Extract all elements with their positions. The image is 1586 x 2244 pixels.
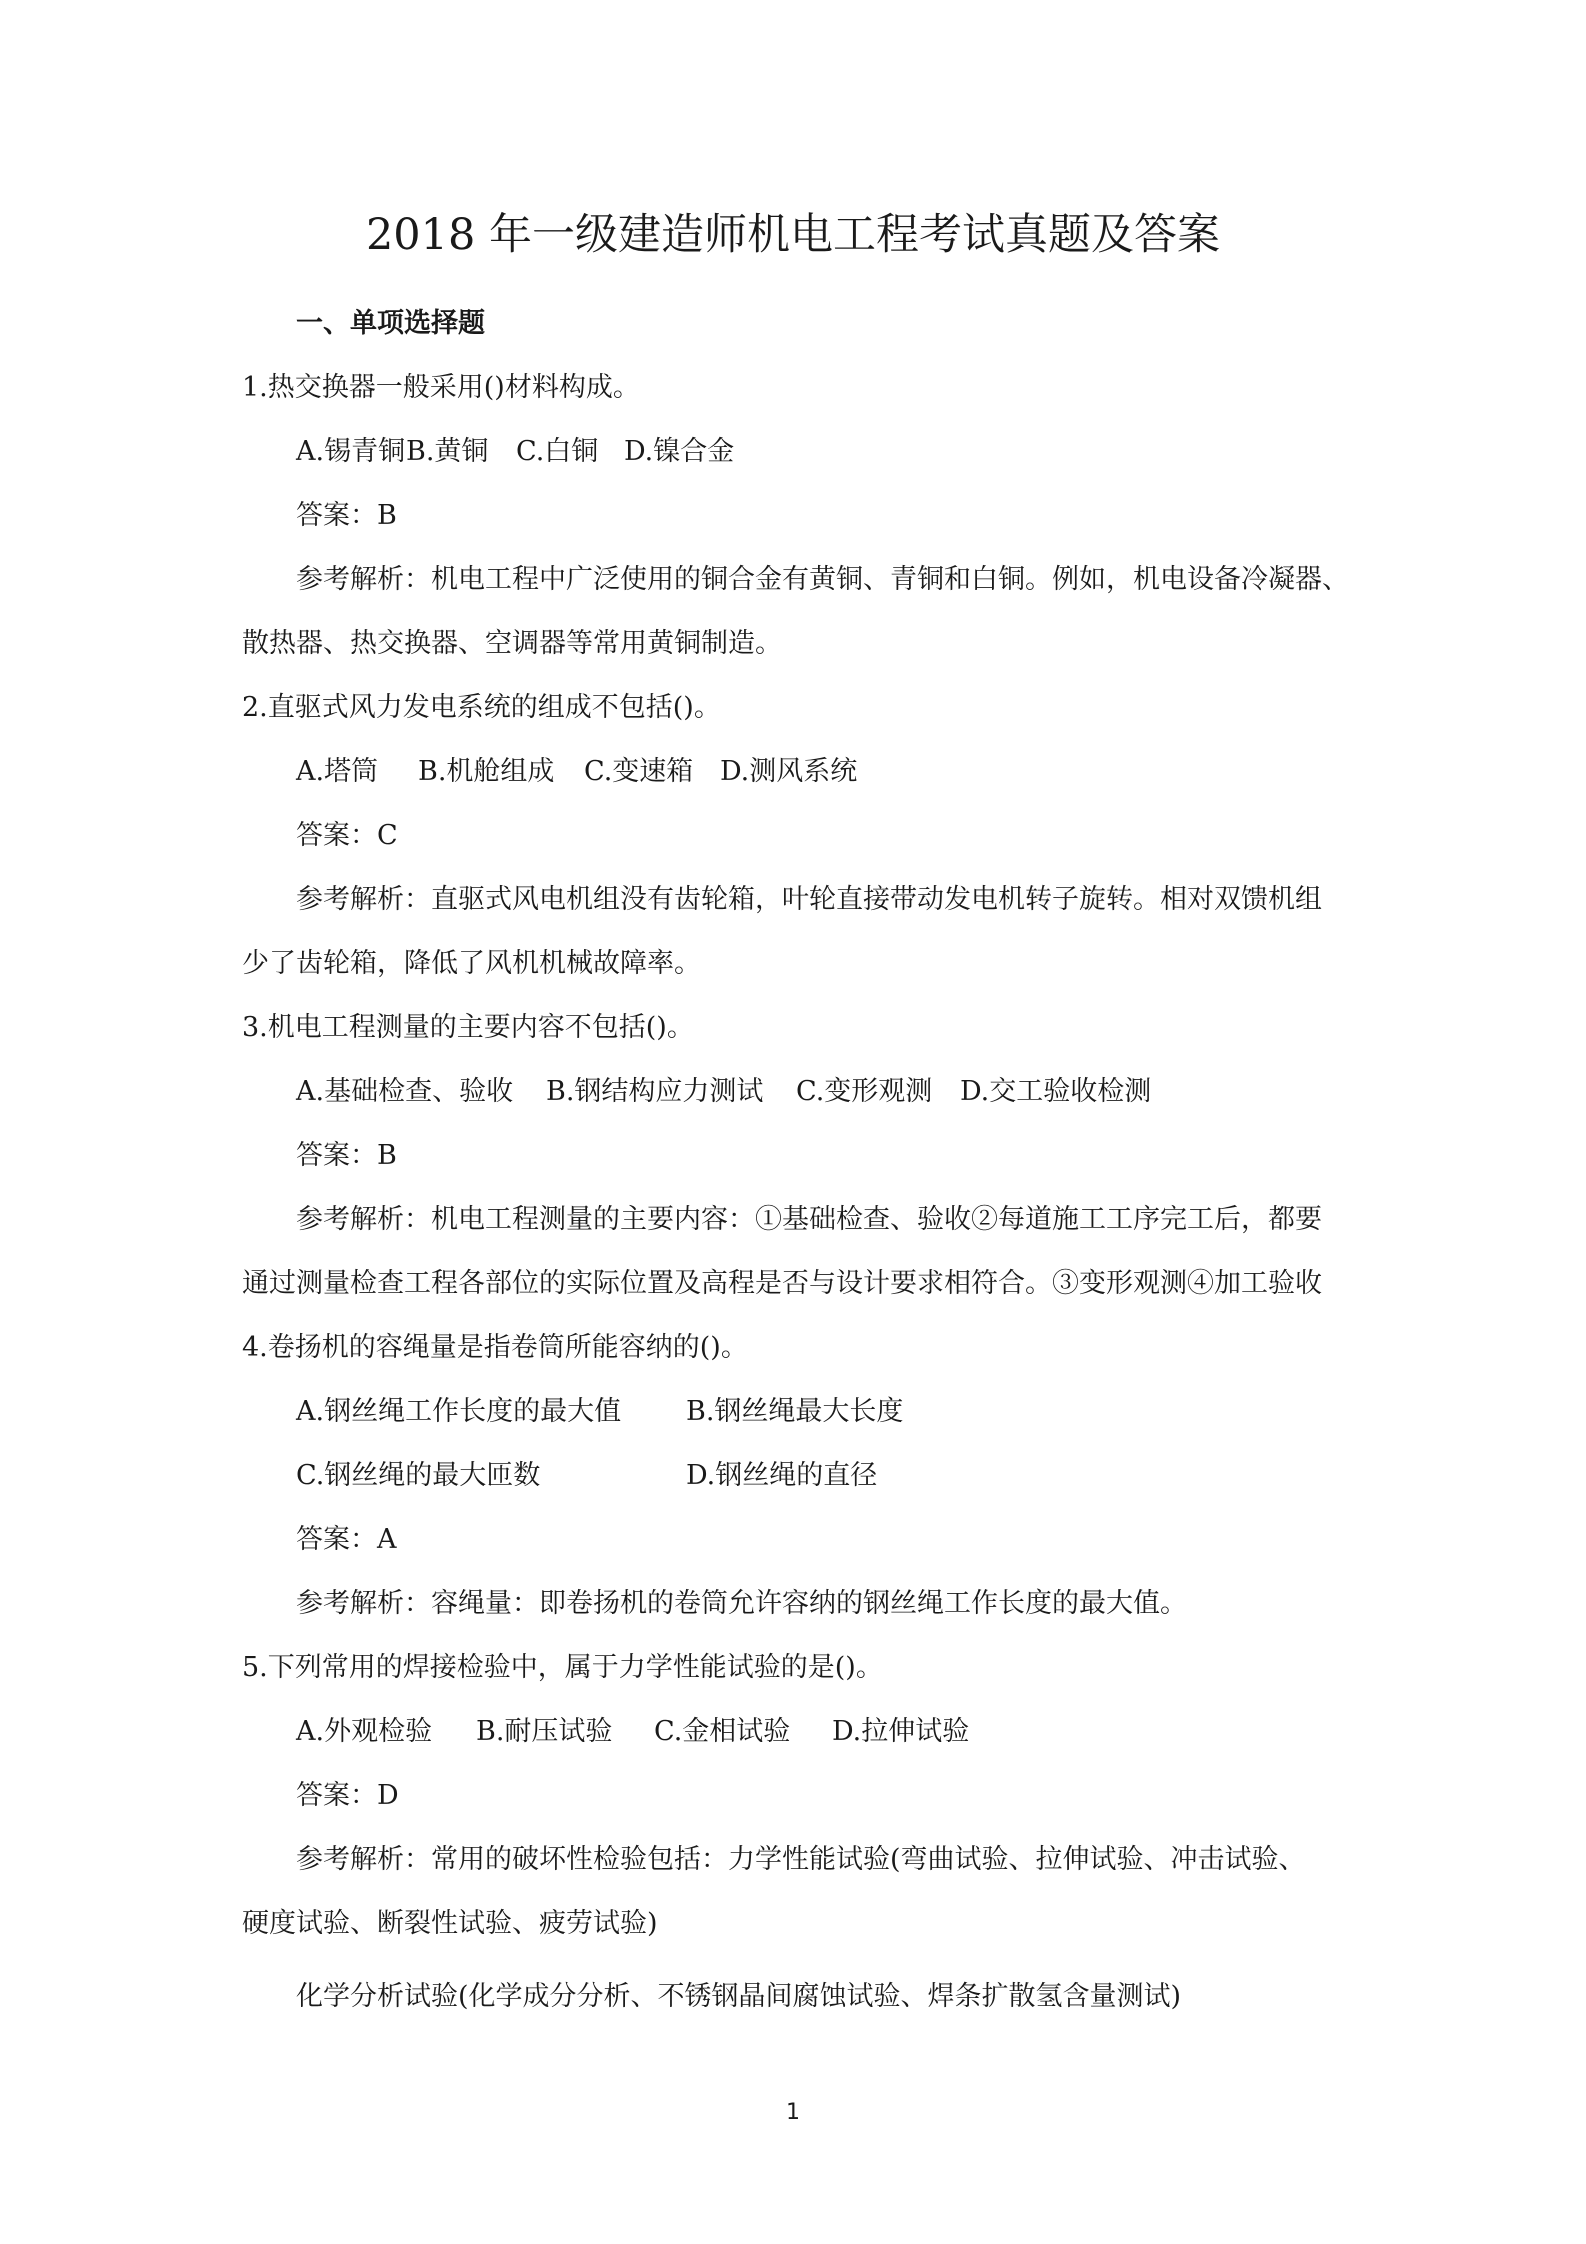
- question-1-explanation-line-2: 散热器、热交换器、空调器等常用黄铜制造。: [242, 628, 782, 659]
- option-c: C.变形观测: [796, 1076, 933, 1107]
- question-5-answer: 答案：D: [296, 1780, 399, 1811]
- question-5-options: [296, 1714, 969, 1750]
- option-d: D.镍合金: [624, 436, 735, 467]
- question-2-explanation-line-1: 参考解析：直驱式风电机组没有齿轮箱，叶轮直接带动发电机转子旋转。相对双馈机组: [296, 884, 1322, 915]
- question-4-options-row-1: [296, 1394, 903, 1430]
- option-d: D.钢丝绳的直径: [686, 1460, 878, 1491]
- option-b: B.机舱组成: [418, 756, 555, 787]
- question-3-explanation-line-1: 参考解析：机电工程测量的主要内容：①基础检查、验收②每道施工工序完工后，都要: [296, 1204, 1322, 1235]
- question-2-text: 2.直驱式风力发电系统的组成不包括()。: [242, 692, 721, 723]
- question-2-answer: 答案：C: [296, 820, 398, 851]
- question-3-explanation-line-2: 通过测量检查工程各部位的实际位置及高程是否与设计要求相符合。③变形观测④加工验收: [242, 1268, 1322, 1299]
- question-1-text: 1.热交换器一般采用()材料构成。: [242, 372, 640, 403]
- question-5-explanation-line-3: 化学分析试验(化学成分分析、不锈钢晶间腐蚀试验、焊条扩散氢含量测试): [296, 1981, 1182, 2012]
- question-1-explanation-line-1: 参考解析：机电工程中广泛使用的铜合金有黄铜、青铜和白铜。例如，机电设备冷凝器、: [296, 564, 1349, 595]
- question-5-text: 5.下列常用的焊接检验中，属于力学性能试验的是()。: [242, 1652, 883, 1683]
- option-c: C.金相试验: [654, 1716, 791, 1747]
- option-b: B.钢丝绳最大长度: [686, 1396, 904, 1427]
- question-3-answer: 答案：B: [296, 1140, 397, 1171]
- question-3-text: 3.机电工程测量的主要内容不包括()。: [242, 1012, 694, 1043]
- option-c: C.变速箱: [584, 756, 694, 787]
- option-a: A.外观检验: [296, 1716, 433, 1747]
- option-d: D.拉伸试验: [832, 1716, 970, 1747]
- question-3-options: [296, 1074, 1151, 1110]
- page-number: 1: [786, 2100, 800, 2125]
- question-4-answer: 答案：A: [296, 1524, 397, 1555]
- question-1-options: [296, 434, 734, 470]
- question-4-explanation-line-1: 参考解析：容绳量：即卷扬机的卷筒允许容纳的钢丝绳工作长度的最大值。: [296, 1588, 1187, 1619]
- option-a: A.钢丝绳工作长度的最大值: [296, 1396, 622, 1427]
- option-c: C.白铜: [516, 436, 599, 467]
- option-d: D.测风系统: [720, 756, 858, 787]
- document-title: 2018 年一级建造师机电工程考试真题及答案: [365, 210, 1221, 260]
- option-b: B.耐压试验: [476, 1716, 613, 1747]
- question-4-text: 4.卷扬机的容绳量是指卷筒所能容纳的()。: [242, 1332, 748, 1363]
- option-c: C.钢丝绳的最大匝数: [296, 1460, 541, 1491]
- question-5-explanation-line-1: 参考解析：常用的破坏性检验包括：力学性能试验(弯曲试验、拉伸试验、冲击试验、: [296, 1844, 1306, 1875]
- option-a: A.塔筒: [296, 756, 379, 787]
- question-2-options: [296, 754, 857, 790]
- question-2-explanation-line-2: 少了齿轮箱，降低了风机机械故障率。: [242, 948, 701, 979]
- question-5-explanation-line-2: 硬度试验、断裂性试验、疲劳试验): [242, 1908, 658, 1939]
- question-4-options-row-2: [296, 1458, 877, 1494]
- option-b: B.钢结构应力测试: [546, 1076, 764, 1107]
- section-heading: 一、单项选择题: [296, 308, 485, 339]
- option-d: D.交工验收检测: [960, 1076, 1152, 1107]
- option-b: B.黄铜: [406, 436, 489, 467]
- option-a: A.基础检查、验收: [296, 1076, 514, 1107]
- option-a: A.锡青铜: [296, 436, 406, 467]
- question-1-answer: 答案：B: [296, 500, 397, 531]
